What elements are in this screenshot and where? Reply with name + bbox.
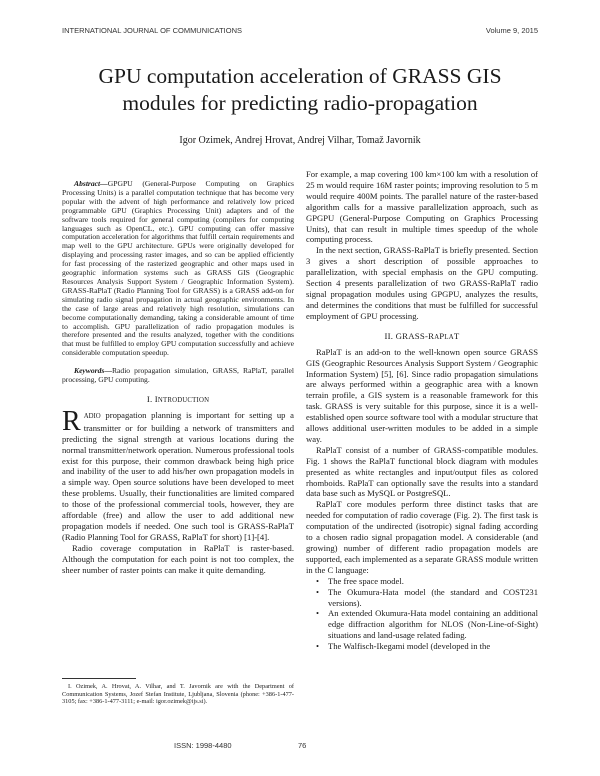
right-paragraph-1: For example, a map covering 100 km×100 km with a resolution of 25 m would require 16M raster points; improving resolution to 5 m would require 400M points. The parallel nature of the raster-based algorithm calls for a massive parallelization approach, such as GPGPU (General-Purpose Computing on Graphics Processing Units), that can result in multiple times speedup of the whole computing process. <box>306 169 538 245</box>
section-heading-introduction: I. INTRODUCTION <box>146 393 210 404</box>
title-line-2: modules for predicting radio-propagation <box>122 91 478 115</box>
page-number: 76 <box>298 741 307 750</box>
authors: Igor Ozimek, Andrej Hrovat, Andrej Vilhar, Tomaž Javornik <box>179 135 421 146</box>
right-column <box>306 169 538 652</box>
right-paragraph-5: RaPlaT core modules perform three distinct tasks that are needed for computation of radio coverage (Fig. 2). The first task is computation of the undirected (isotropic) signal fading according to a chosen radio signal propagation model. A considerable (and growing) number of different radio propagation models are supported, each implemented as a separate GRASS module written in the C language: <box>306 499 538 575</box>
keywords: Keywords—Radio propagation simulation, GRASS, RaPlaT, parallel processing, GPU computing. <box>62 366 294 385</box>
right-paragraph-4: RaPlaT consist of a number of GRASS-compatible modules. Fig. 1 shows the RaPlaT functional block diagram with modules presented as white rectangles and input/output files as colored rhomboids. RaPlaT can optionally save the results into a standard data base such as MySQL or PostgreSQL. <box>306 444 538 499</box>
section-heading-grass-raplat: II. GRASS-RAPLAT <box>384 330 460 341</box>
list-item: • The Okumura-Hata model (the standard and COST231 versions). <box>328 587 538 609</box>
paper-title <box>62 63 538 117</box>
title-line-1: GPU computation acceleration of GRASS GIS <box>98 64 502 88</box>
issn: ISSN: 1998-4480 <box>174 741 232 750</box>
propagation-model-list <box>306 576 538 652</box>
list-item: • The free space model. <box>328 576 538 587</box>
author-footnote: I. Ozimek, A. Hrovat, A. Vilhar, and T. Javornik are with the Department of Communication Systems, Jozef Stefan Institute, Ljubljana, Slovenia (phone: +386-1-477-3105; fax: +386-1-477-3111; e-mail: igor.ozimek@ijs.si). <box>62 683 294 706</box>
keywords-text: Radio propagation simulation, GRASS, RaPlaT, parallel processing, GPU computing. <box>62 366 294 385</box>
drop-cap: R <box>62 405 81 437</box>
footnote-rule <box>62 678 136 679</box>
abstract: Abstract—GPGPU (General-Purpose Computing on Graphics Processing Units) is a parallel computation technique that has become very popular with the advent of high performance and relatively low priced programmable GPU (Graphics Processing Unit) adapters and of the software tools required for general computing (compilers for computing languages such as OpenCL, etc.). GPU computing can offer massive computation acceleration for algorithms that fulfill certain requirements and map well to the GPU architecture. GPUs were originally developed for displaying and processing raster images, and so can be applied efficiently for fast processing of the rasterized geographic and other maps used in geographic information systems such as GRASS GIS (Geographic Resources Analysis Support System / Geographic Information System). GRASS-RaPlaT (Radio Planning Tool for GRASS) is a GRASS add-on for simulating radio signal propagation in actual geographic environments. In the case of large areas and relatively high resolution, simulations can become computationally demanding, taking a considerable amount of time to accomplish. GPU parallelization of radio propagation modules is therefore presented and the results analyzed, together with the conditions that must be fulfilled to employ GPU computation successfully and achieve considerable computation speedup. <box>62 179 294 358</box>
volume-label: Volume 9, 2015 <box>485 26 538 35</box>
intro-paragraph-1: RADIO propagation planning is important for setting up a transmitter or for building a network of transmitters and predicting the signal strength at various locations during the normal transmitter/network operation. Numerous professional tools exist for this purpose, their common drawback being high price and inability of the user to add his/her own propagation models in a simple way. Open source solutions have been developed to meet these problems. Usually, their functionalities are limited compared to those of the professional commercial tools, however, they are affordable (free) and allow the user to add additional new propagation models if needed. One such tool is GRASS-RaPlaT (Radio Planning Tool for GRASS, RaPlaT for short) [1]-[4]. <box>62 405 294 542</box>
list-item: • The Walfisch-Ikegami model (developed in the <box>328 641 538 652</box>
abstract-text: GPGPU (General-Purpose Computing on Graphics Processing Units) is a parallel computation technique that has become very popular with the advent of high performance and relatively low priced programmable GPU (Graphics Processing Unit) adapters and of the software tools required for general computing (compilers for computing languages such as OpenCL, etc.). GPU computing can offer massive computation acceleration for algorithms that fulfill certain requirements and map well to the GPU architecture. GPUs were originally developed for displaying and processing raster images, and so can be applied efficiently for fast processing of the rasterized geographic and other maps used in geographic information systems such as GRASS GIS (Geographic Resources Analysis Support System / Geographic Information System). GRASS-RaPlaT (Radio Planning Tool for GRASS) is a GRASS add-on for simulating radio signal propagation in actual geographic environments. In the case of large areas and relatively high resolution, simulations can become computationally demanding, taking a considerable amount of time to accomplish. GPU parallelization of radio propagation modules is therefore presented and the results analyzed, together with the conditions that must be fulfilled to employ GPU computation successfully and achieve considerable computation speedup. <box>62 179 294 358</box>
list-item: • An extended Okumura-Hata model containing an additional edge diffraction algorithm for NLOS (Non-Line-of-Sight) situations and land-usage related fading. <box>328 608 538 641</box>
keywords-label: Keywords <box>74 366 105 376</box>
journal-name: INTERNATIONAL JOURNAL OF COMMUNICATIONS <box>62 26 243 35</box>
intro-paragraph-2: Radio coverage computation in RaPlaT is raster-based. Although the computation for each point is not too complex, the sheer number of raster points can make it quite demanding. <box>62 542 294 575</box>
abstract-label: Abstract <box>74 179 101 188</box>
right-paragraph-3: RaPlaT is an add-on to the well-known open source GRASS GIS (Geographic Resources Analysis Support System / Geographic Information System) [5], [6]. Since radio propagation simulations are always performed within a geographic area with a known terrain profile, a GIS system is a reasonable framework for this task. GRASS is very suitable for this purpose, since it is a well-established open source software tool with a modular structure that allows additional user-written modules to be added in a simple way. <box>306 346 538 444</box>
left-column <box>62 180 294 576</box>
right-paragraph-2: In the next section, GRASS-RaPlaT is briefly presented. Section 3 gives a short description of possible approaches to parallelization, with special emphasis on the GPU computing. Section 4 presents parallelization of two GRASS-RaPlaT radio signal propagation modules using GPGPU, analyzes the results, and determines the conditions that must be fulfilled for successful employment of GPU processing. <box>306 245 538 321</box>
